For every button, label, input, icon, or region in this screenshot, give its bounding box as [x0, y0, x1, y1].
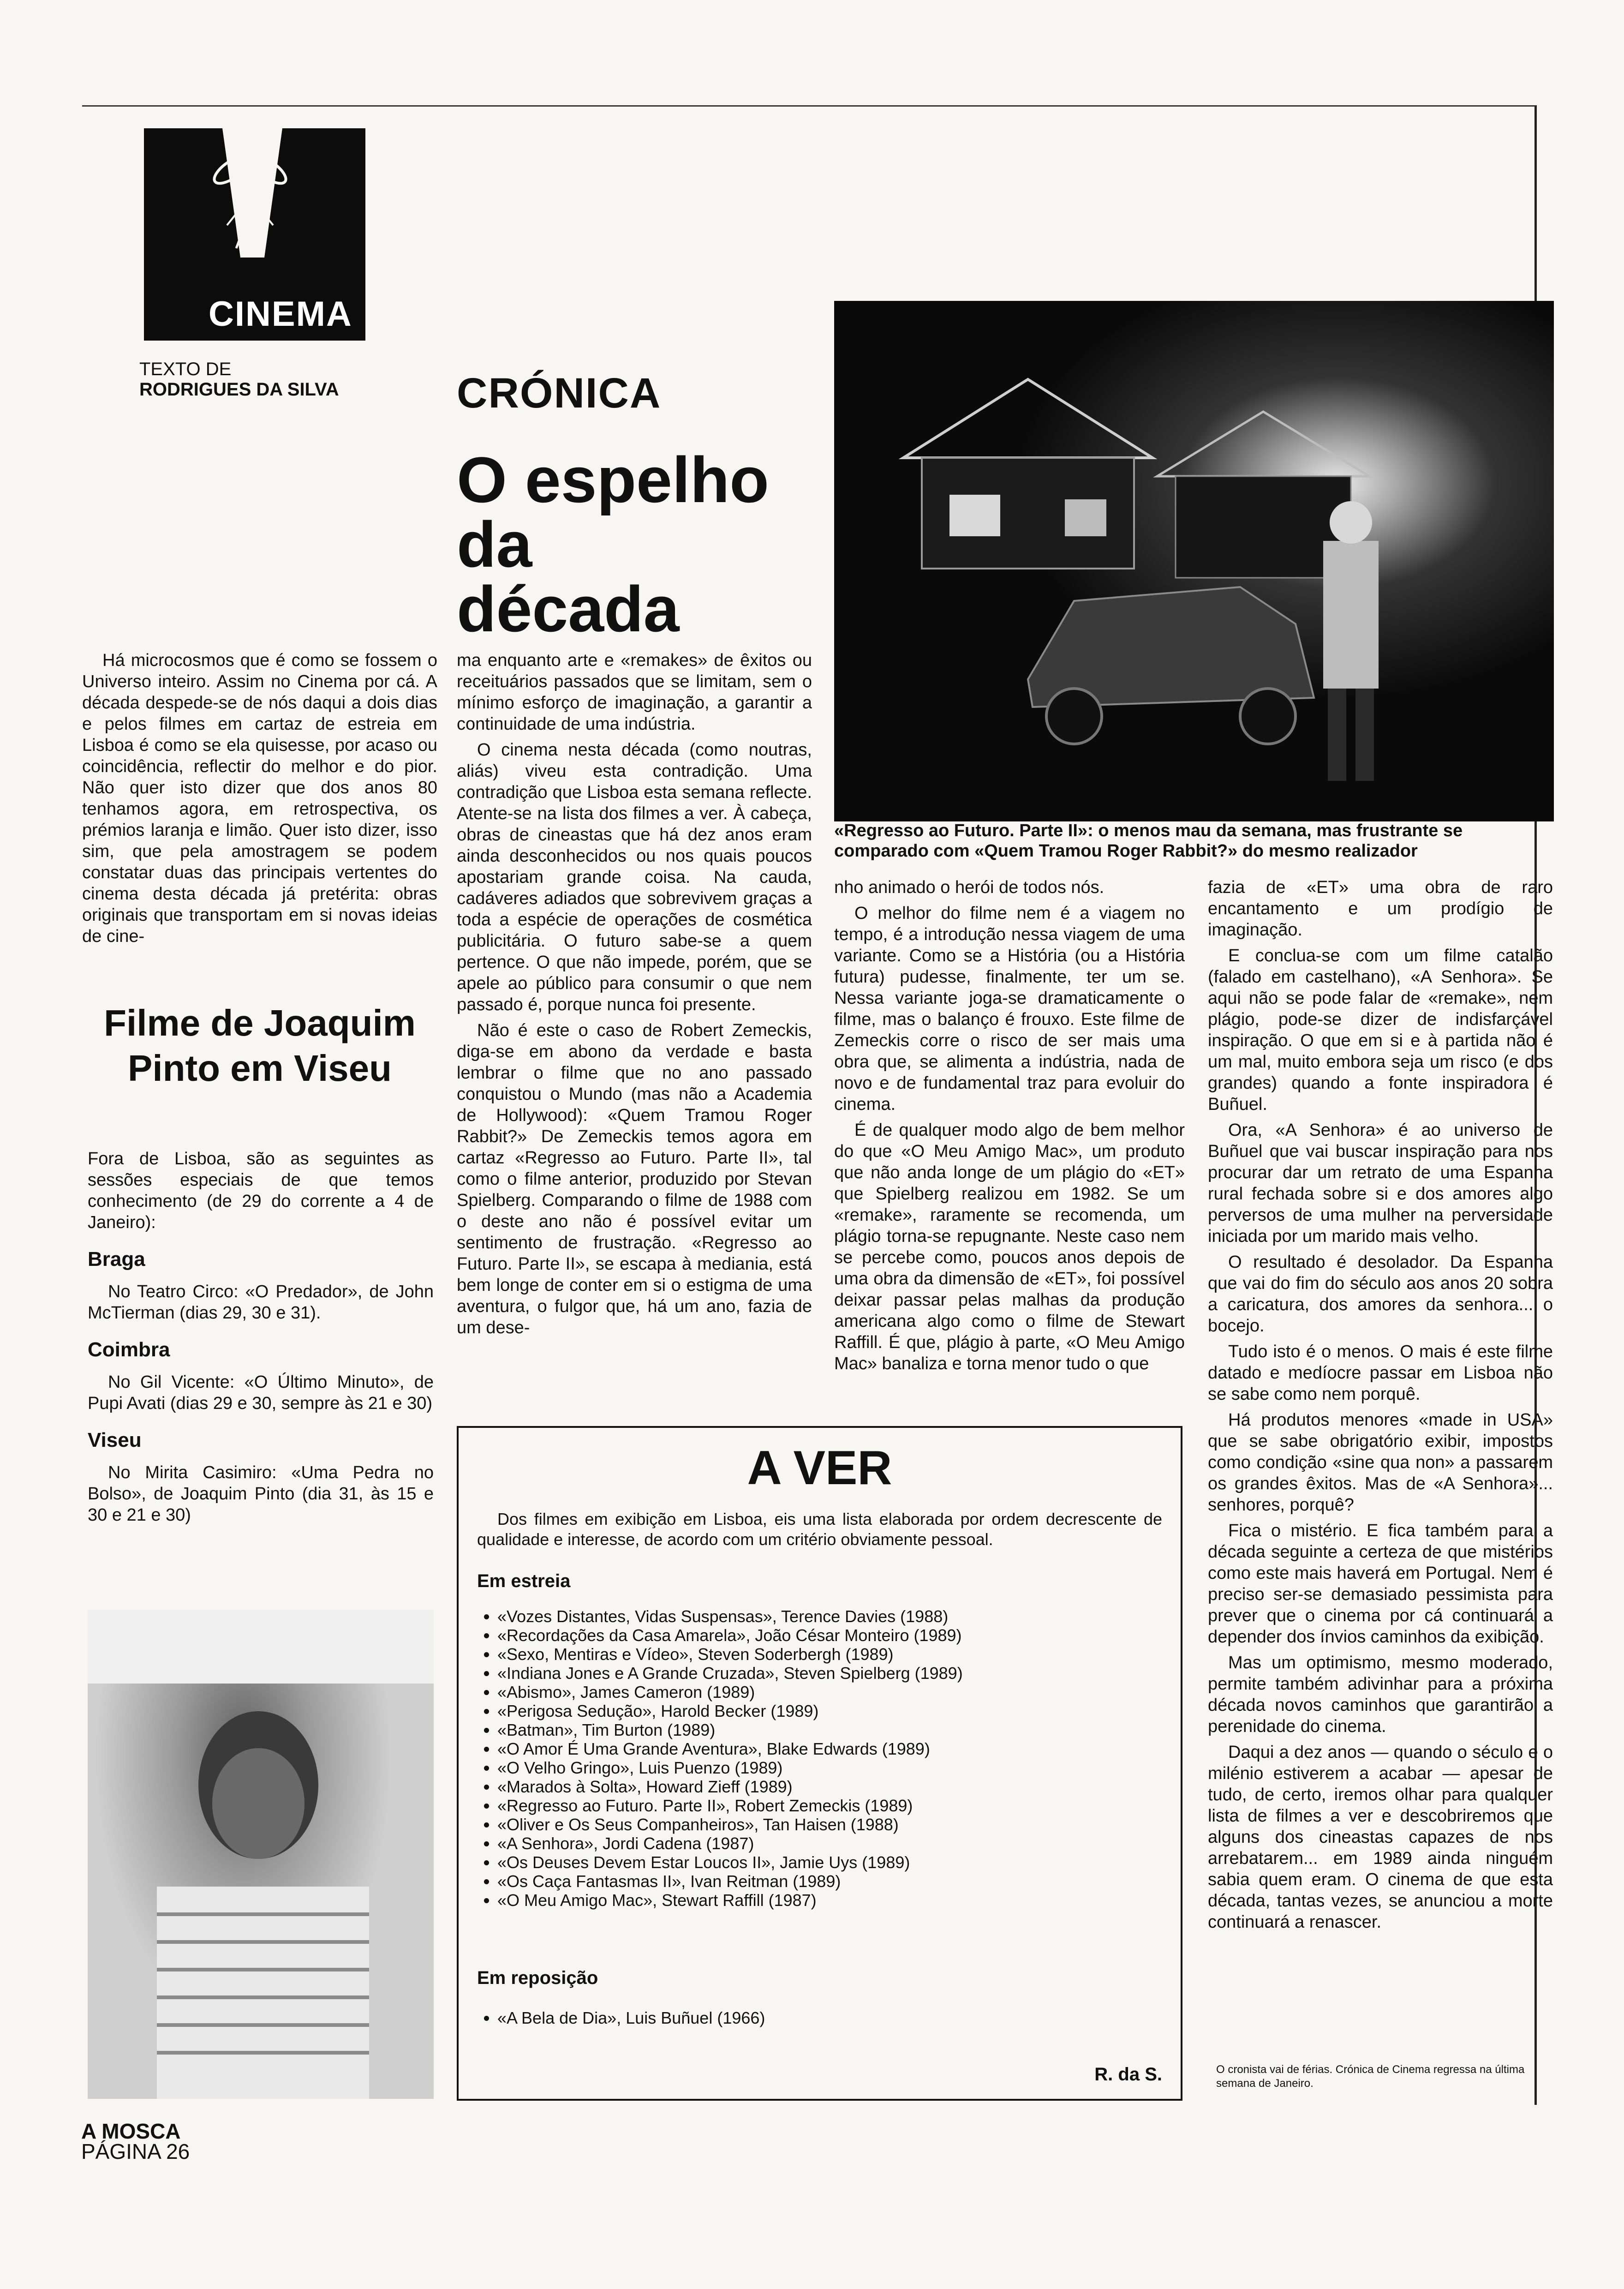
film-list-item: • «O Amor É Uma Grande Aventura», Blake Edwards (1989)	[497, 1739, 963, 1758]
film-list-item: • «Recordações da Casa Amarela», João César Monteiro (1989)	[497, 1626, 963, 1645]
film-list-item: • «Marados à Solta», Howard Zieff (1989)	[497, 1777, 963, 1796]
film-list-item: • «Indiana Jones e A Grande Cruzada», Steven Spielberg (1989)	[497, 1664, 963, 1683]
film-list-item: • «Oliver e Os Seus Companheiros», Tan Haisen (1988)	[497, 1815, 963, 1834]
city-listing: No Teatro Circo: «O Predador», de John McTierman (dias 29, 30 e 31).	[88, 1282, 434, 1323]
article-headline	[457, 443, 817, 645]
film-list-item: • «Abismo», James Cameron (1989)	[497, 1683, 963, 1702]
film-list-item: • «O Meu Amigo Mac», Stewart Raffill (1987)	[497, 1891, 963, 1910]
a-ver-intro: Dos filmes em exibição em Lisboa, eis uma lista elaborada por ordem decrescente de qualidade e interesse, de acordo com um critério obviamente pessoal.	[477, 1510, 1162, 1549]
paragraph: E conclua-se com um filme catalão (falado em castelhano), «A Senhora». Se aqui não se pode falar de «remake», nem plágio, pode-se dizer de indisfarçável inspiração. O que em si e à partida não é um mal, muito embora seja um risco (e dos grandes) quando a fonte inspiradora é Buñuel.	[1208, 946, 1553, 1114]
em-estreia-list	[477, 1607, 963, 1910]
article-column-2	[457, 650, 812, 1343]
city-name: Braga	[88, 1248, 145, 1270]
film-list-item: • «Sexo, Mentiras e Vídeo», Steven Soderbergh (1989)	[497, 1645, 963, 1664]
page-number: PÁGINA 26	[81, 2139, 190, 2163]
page-footer	[81, 2121, 190, 2162]
paragraph: fazia de «ET» uma obra de raro encantamento e um prodígio de imaginação.	[1208, 878, 1553, 940]
em-reposicao-label: Em reposição	[477, 1968, 598, 1988]
section-label: CINEMA	[209, 294, 352, 334]
film-still-photo	[834, 301, 1554, 821]
film-list-item: • «Batman», Tim Burton (1989)	[497, 1720, 963, 1739]
signature: R. da S.	[1094, 2064, 1162, 2085]
film-list-item: • «O Velho Gringo», Luis Puenzo (1989)	[497, 1758, 963, 1777]
paragraph: Não é este o caso de Robert Zemeckis, diga-se em abono da verdade e basta lembrar o filme que no ano passado conquistou o Mundo (mas não a Academia de Hollywood): «Quem Tramou Roger Rabbit?» De Zemeckis temos agora em cartaz «Regresso ao Futuro. Parte II», tal como o filme anterior, produzido por Stevan Spielberg. Comparando o filme de 1988 com o deste ano não é possível evitar um sentimento de frustração. «Regresso ao Futuro. Parte II», se escapa à mediania, está bem longe de conter em si o estigma de uma aventura, o fulgor que, há um ano, fazia de um dese-	[457, 1021, 812, 1337]
car-scene-image	[834, 301, 1554, 821]
paragraph: O cinema nesta década (como noutras, aliás) viveu esta contradição. Uma contradição que Lisboa esta semana reflecte. Atente-se na lista dos filmes a ver. À cabeça, obras de cineastas que há dez anos eram ainda desconhecidos ou nos quais poucos apostariam grande coisa. Na cauda, cadáveres adiados que sobrevivem graças a toda a espécie de operações de cosmética publicitária. O futuro sabe-se a quem pertence. O que não impede, porém, que se apele ao público para consumir o que nem passado é, porque nunca foi presente.	[457, 740, 812, 1014]
fly-icon	[199, 138, 301, 258]
paragraph: É de qualquer modo algo de bem melhor do que «O Meu Amigo Mac», um produto que não anda longe de um plágio do «ET» que Spielberg realizou em 1982. Se um «remake», raramente se recomenda, um plágio torna-se repugnante. Neste caso nem se percebe como, poucos anos depois de uma obra da dimensão de «ET», foi possível deixar passar pelas malhas da produção americana algo como o filme de Stewart Raffill. É que, plágio à parte, «O Meu Amigo Mac» banaliza e torna menor tudo o que	[834, 1121, 1185, 1373]
paragraph: Mas um optimismo, mesmo moderado, permite também adivinhar para a próxima década novos caminhos que garantirão a perenidade do cinema.	[1208, 1653, 1553, 1736]
byline-author: RODRIGUES DA SILVA	[139, 379, 339, 400]
paragraph: Ora, «A Senhora» é ao universo de Buñuel que vai buscar inspiração para nos procurar dar um retrato de uma Espanha rural fechada sobre si e dos amores algo perversos de uma mulher na perversidade iniciada por um marido mais velho.	[1208, 1121, 1553, 1246]
boy-portrait-image	[88, 1610, 434, 2099]
paragraph: Há produtos menores «made in USA» que se sabe obrigatório exibir, impostos como condição «sine qua non» a passarem os grandes êxitos. Mas de «A Senhora»... senhores, porquê?	[1208, 1410, 1553, 1515]
headline-line: O espelho	[457, 443, 769, 516]
publication-name: A MOSCA	[81, 2119, 181, 2143]
byline-prefix: TEXTO DE	[139, 359, 232, 379]
paragraph: Daqui a dez anos — quando o século e o milénio estiverem a acabar — apesar de tudo, de certo, iremos olhar para qualquer lista de filmes a ver e descobriremos que alguns dos cineastas capazes de nos arrebatarem... em 1989 ainda ninguém sabia quem eram. O cinema de que esta década, tantas vezes, se anunciou a morte continuará a renascer.	[1208, 1743, 1553, 1932]
film-list-item: • «Regresso ao Futuro. Parte II», Robert Zemeckis (1989)	[497, 1796, 963, 1815]
author-note: O cronista vai de férias. Crónica de Cinema regressa na última semana de Janeiro.	[1216, 2063, 1525, 2090]
cinema-section-logo	[144, 128, 365, 341]
headline-line: da	[457, 508, 532, 581]
photo-caption: «Regresso ao Futuro. Parte II»: o menos mau da semana, mas frustrante se comparado com «Quem Tramou Roger Rabbit?» do mesmo realizador	[834, 821, 1463, 861]
sidebar-title: Filme de Joaquim Pinto em Viseu	[104, 1002, 416, 1089]
sidebar-intro: Fora de Lisboa, são as seguintes as sessões especiais de que temos conhecimento (de 29 do corrente a 4 de Janeiro):	[88, 1149, 434, 1232]
paragraph: Fica o mistério. E fica também para a década seguinte a certeza de que mistérios como este mais haverá em Portugal. Nem é preciso ser-se demasiado pessimista para prever que o cinema por cá continuará a depender dos ínvios caminhos da exibição.	[1208, 1521, 1553, 1647]
film-list-item: • «A Senhora», Jordi Cadena (1987)	[497, 1834, 963, 1853]
em-reposicao-list	[477, 2008, 765, 2027]
paragraph: O resultado é desolador. Da Espanha que vai do fim do século aos anos 20 sobra a caricatura, dos amores da senhora... o bocejo.	[1208, 1252, 1553, 1336]
city-listing: No Mirita Casimiro: «Uma Pedra no Bolso», de Joaquim Pinto (dia 31, às 15 e 30 e 21 e 30)	[88, 1463, 434, 1525]
article-column-4	[1208, 877, 1553, 1937]
paragraph: O melhor do filme nem é a viagem no tempo, é a introdução nessa viagem de uma variante. Como se a História (ou a História futura) pudesse, finalmente, ter um se. Nessa variante joga-se dramaticamente o filme, mas o balanço é frouxo. Este filme de Zemeckis corre o risco de ser mais uma obra que, se alimenta a indústria, nada de novo e de fundamental traz para evoluir do cinema.	[834, 904, 1185, 1114]
article-column-1	[82, 650, 437, 952]
city-name: Coimbra	[88, 1338, 170, 1361]
film-list-item: • «Os Caça Fantasmas II», Ivan Reitman (1989)	[497, 1872, 963, 1891]
headline-line: década	[457, 573, 680, 645]
city-listing: No Gil Vicente: «O Último Minuto», de Pupi Avati (dias 29 e 30, sempre às 21 e 30)	[88, 1372, 434, 1413]
a-ver-title: A VER	[747, 1441, 892, 1495]
paragraph: Tudo isto é o menos. O mais é este filme datado e medíocre passar em Lisboa não se sabe como nem porquê.	[1208, 1342, 1553, 1404]
article-column-3	[834, 877, 1185, 1379]
film-list-item: • «Os Deuses Devem Estar Loucos II», Jamie Uys (1989)	[497, 1853, 963, 1872]
paragraph: ma enquanto arte e «remakes» de êxitos ou receituários passados que se limitam, sem o mínimo esforço de imaginação, a garantir a continuidade de uma indústria.	[457, 651, 812, 734]
portrait-photo	[88, 1610, 434, 2099]
article-kicker: CRÓNICA	[457, 370, 662, 417]
paragraph: Há microcosmos que é como se fossem o Universo inteiro. Assim no Cinema por cá. A década despede-se de nós daqui a dois dias e pelos filmes em cartaz de estreia em Lisboa é como se ela quisesse, por acaso ou coincidência, reflectir do melhor e do pior. Não quer isto dizer que dos anos 80 tenhamos agora, em retrospectiva, os prémios laranja e limão. Quer isto dizer, isso sim, que pela amostragem se podem constatar duas das principais vertentes do cinema desta década já pretérita: obras originais que transportam em si novas ideias de cine-	[82, 651, 437, 946]
sidebar-body	[88, 1148, 434, 1530]
city-name: Viseu	[88, 1429, 142, 1451]
byline	[139, 359, 339, 400]
paragraph: nho animado o herói de todos nós.	[834, 878, 1105, 897]
em-estreia-label: Em estreia	[477, 1571, 571, 1591]
a-ver-box	[457, 1426, 1182, 2101]
film-list-item: • «A Bela de Dia», Luis Buñuel (1966)	[497, 2008, 765, 2027]
film-list-item: • «Vozes Distantes, Vidas Suspensas», Terence Davies (1988)	[497, 1607, 963, 1626]
film-list-item: • «Perigosa Sedução», Harold Becker (1989)	[497, 1702, 963, 1720]
